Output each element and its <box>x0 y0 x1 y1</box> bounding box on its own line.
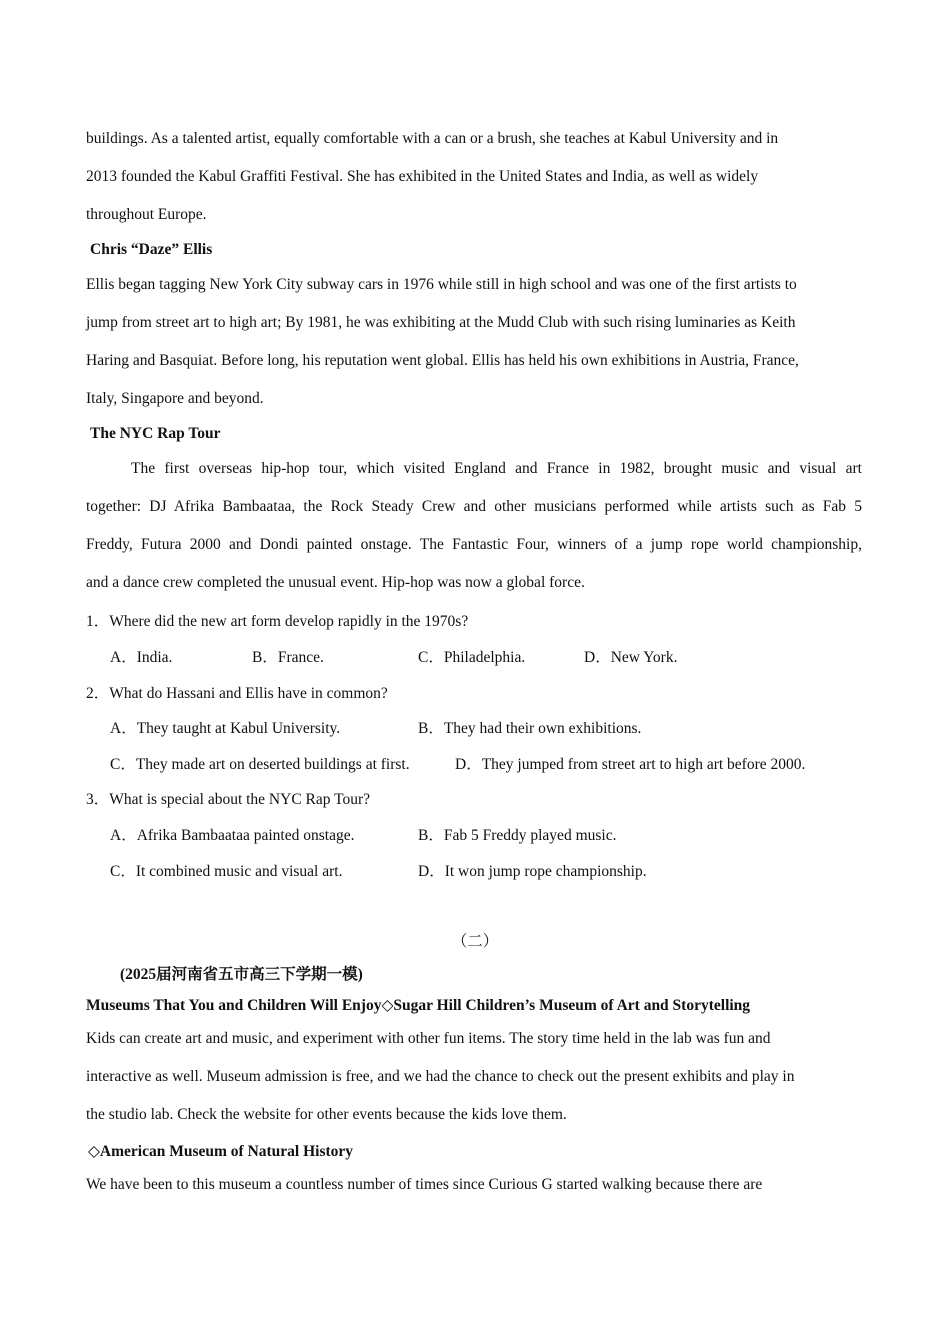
source-note: (2025届河南省五市高三下学期一模) <box>120 966 363 983</box>
paragraph-line: Italy, Singapore and beyond. <box>86 390 264 407</box>
section-heading-rap-tour: The NYC Rap Tour <box>90 425 221 442</box>
paragraph-line: and a dance crew completed the unusual event. Hip-hop was now a global force. <box>86 574 585 591</box>
paragraph-line: Freddy, Futura 2000 and Dondi painted onstage. The Fantastic Four, winners of a jump rope world championship, <box>86 536 862 553</box>
paragraph-line: jump from street art to high art; By 1981, he was exhibiting at the Mudd Club with such rising luminaries as Keith <box>86 314 796 331</box>
paragraph-line: Kids can create art and music, and experiment with other fun items. The story time held in the lab was fun and <box>86 1030 771 1047</box>
paragraph-line: Haring and Basquiat. Before long, his reputation went global. Ellis has held his own exhibitions in Austria, France, <box>86 352 799 369</box>
paragraph-line: interactive as well. Museum admission is free, and we had the chance to check out the present exhibits and play in <box>86 1068 795 1085</box>
section-heading-amnh: ◇American Museum of Natural History <box>88 1143 354 1160</box>
question-1: 1．Where did the new art form develop rapidly in the 1970s? <box>86 613 469 630</box>
paragraph-line: together: DJ Afrika Bambaataa, the Rock Steady Crew and other musicians performed while artists such as Fab 5 <box>86 498 862 515</box>
question-3-option-a: A．Afrika Bambaataa painted onstage. <box>110 827 355 844</box>
paragraph-line: We have been to this museum a countless number of times since Curious G started walking because there are <box>86 1176 763 1193</box>
paragraph-line: the studio lab. Check the website for other events because the kids love them. <box>86 1106 567 1123</box>
question-3-option-c: C．It combined music and visual art. <box>110 863 343 880</box>
question-1-option-d: D．New York. <box>584 649 678 666</box>
section-heading-ellis: Chris “Daze” Ellis <box>90 241 213 258</box>
paragraph-line: buildings. As a talented artist, equally comfortable with a can or a brush, she teaches at Kabul University and in <box>86 130 779 147</box>
question-2-option-b: B．They had their own exhibitions. <box>418 720 642 737</box>
question-2-option-a: A．They taught at Kabul University. <box>110 720 341 737</box>
passage-title: Museums That You and Children Will Enjoy◇Sugar Hill Children’s Museum of Art and Storytelling <box>86 997 751 1014</box>
question-3-option-b: B．Fab 5 Freddy played music. <box>418 827 617 844</box>
question-1-option-a: A．India. <box>110 649 173 666</box>
question-3: 3．What is special about the NYC Rap Tour? <box>86 791 371 808</box>
paragraph-line: The first overseas hip-hop tour, which visited England and France in 1982, brought music and visual art <box>131 460 862 477</box>
paragraph-line: Ellis began tagging New York City subway cars in 1976 while still in high school and was one of the first artists to <box>86 276 797 293</box>
question-1-option-b: B．France. <box>252 649 324 666</box>
paragraph-line: 2013 founded the Kabul Graffiti Festival. She has exhibited in the United States and India, as well as widely <box>86 168 759 185</box>
paragraph-line: throughout Europe. <box>86 206 207 223</box>
question-2-option-d: D．They jumped from street art to high art before 2000. <box>455 756 806 773</box>
question-1-option-c: C．Philadelphia. <box>418 649 526 666</box>
question-2: 2．What do Hassani and Ellis have in common? <box>86 685 388 702</box>
section-number: （二） <box>451 933 499 950</box>
question-3-option-d: D．It won jump rope championship. <box>418 863 647 880</box>
question-2-option-c: C．They made art on deserted buildings at first. <box>110 756 410 773</box>
